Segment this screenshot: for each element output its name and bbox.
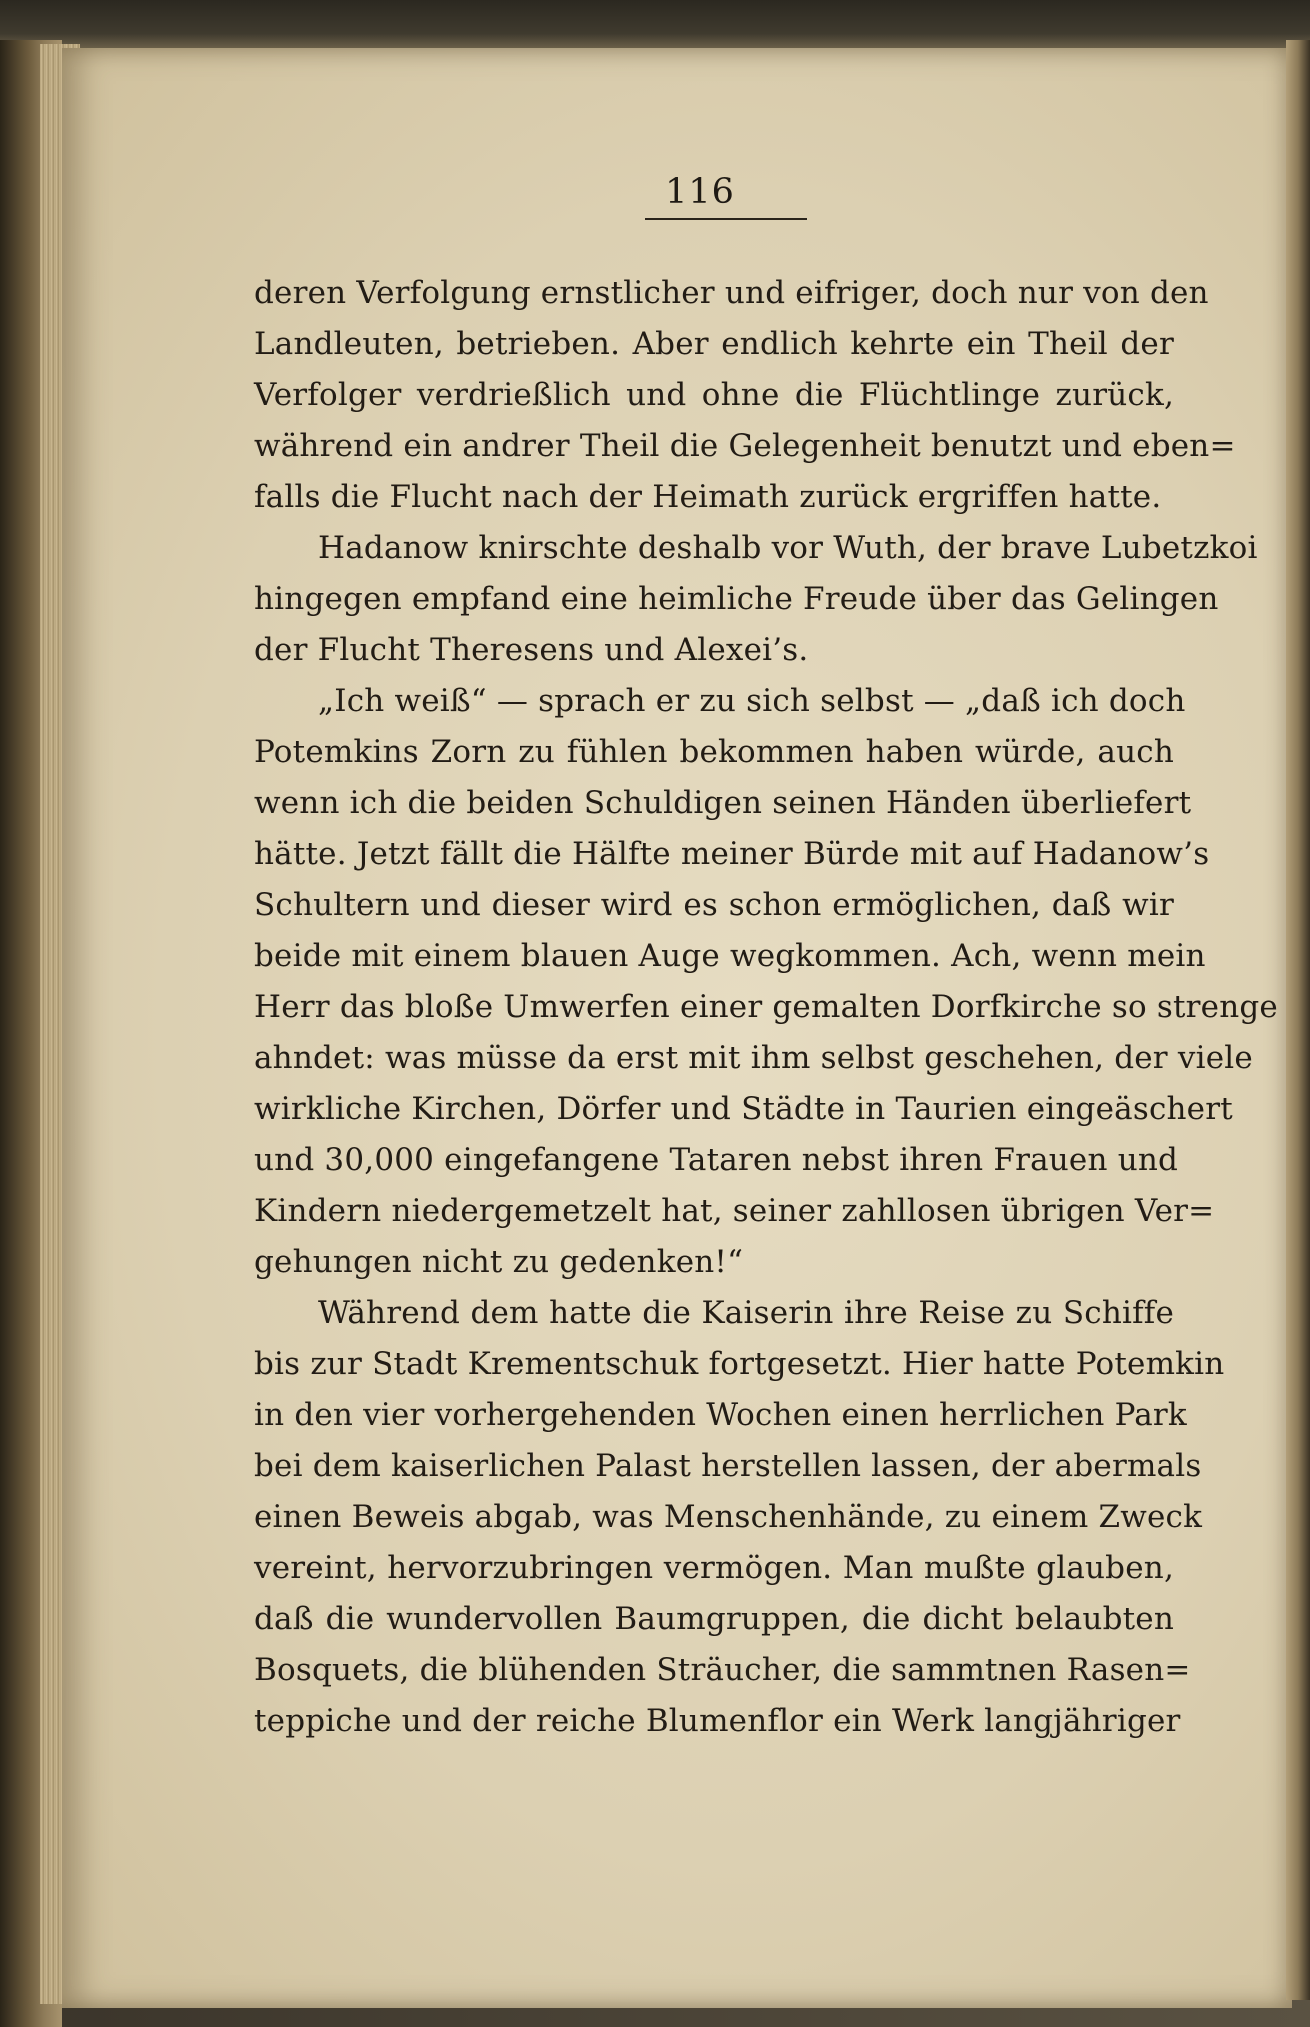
text-line: ahndet: was müsse da erst mit ihm selbst geschehen, der viele [254, 1040, 1253, 1076]
text-line: in den vier vorhergehenden Wochen einen herrlichen Park [254, 1397, 1187, 1433]
text-line: Verfolger verdrießlich und ohne die Flüchtlinge zurück, [254, 377, 1174, 413]
text-line: Landleuten, betrieben. Aber endlich kehrte ein Theil der [254, 326, 1174, 362]
text-line: daß die wundervollen Baumgruppen, die dicht belaubten [254, 1601, 1174, 1637]
text-line: einen Beweis abgab, was Menschenhände, zu einem Zweck [254, 1499, 1203, 1535]
header-rule [645, 218, 807, 220]
text-line: falls die Flucht nach der Heimath zurück ergriffen hatte. [254, 479, 1162, 515]
text-line: vereint, hervorzubringen vermögen. Man mußte glauben, [254, 1550, 1174, 1586]
text-line: gehungen nicht zu gedenken!“ [254, 1244, 744, 1280]
text-line: der Flucht Theresens und Alexei’s. [254, 632, 809, 668]
text-line: Hadanow knirschte deshalb vor Wuth, der brave Lubetzkoi [318, 530, 1258, 566]
text-line: „Ich weiß“ — sprach er zu sich selbst — „daß ich doch [318, 683, 1186, 719]
text-line: Schultern und dieser wird es schon ermöglichen, daß wir [254, 887, 1174, 923]
text-line: Potemkins Zorn zu fühlen bekommen haben würde, auch [254, 734, 1174, 770]
text-line: deren Verfolgung ernstlicher und eifriger, doch nur von den [254, 275, 1209, 311]
text-line: beide mit einem blauen Auge wegkommen. Ach, wenn mein [254, 938, 1206, 974]
text-line: bei dem kaiserlichen Palast herstellen lassen, der abermals [254, 1448, 1202, 1484]
body-text [254, 268, 1278, 1747]
text-line: Bosquets, die blühenden Sträucher, die sammtnen Rasen= [254, 1652, 1191, 1688]
text-line: Herr das bloße Umwerfen einer gemalten Dorfkirche so strenge [254, 989, 1278, 1025]
book-right-edge [1286, 40, 1310, 2000]
text-line: bis zur Stadt Krementschuk fortgesetzt. Hier hatte Potemkin [254, 1346, 1225, 1382]
text-line: hätte. Jetzt fällt die Hälfte meiner Bürde mit auf Hadanow’s [254, 836, 1210, 872]
text-line: Kindern niedergemetzelt hat, seiner zahllosen übrigen Ver= [254, 1193, 1215, 1229]
book-top-edge [0, 0, 1310, 48]
text-line: Während dem hatte die Kaiserin ihre Reise zu Schiffe [318, 1295, 1174, 1331]
text-line: wirkliche Kirchen, Dörfer und Städte in Taurien eingeäschert [254, 1091, 1233, 1127]
text-line: wenn ich die beiden Schuldigen seinen Händen überliefert [254, 785, 1192, 821]
text-line: und 30,000 eingefangene Tataren nebst ihren Frauen und [254, 1142, 1179, 1178]
text-line: hingegen empfand eine heimliche Freude über das Gelingen [254, 581, 1219, 617]
page-number: 116 [665, 172, 735, 212]
text-line: während ein andrer Theil die Gelegenheit benutzt und eben= [254, 428, 1236, 464]
text-line: teppiche und der reiche Blumenflor ein Werk langjähriger [254, 1703, 1181, 1739]
